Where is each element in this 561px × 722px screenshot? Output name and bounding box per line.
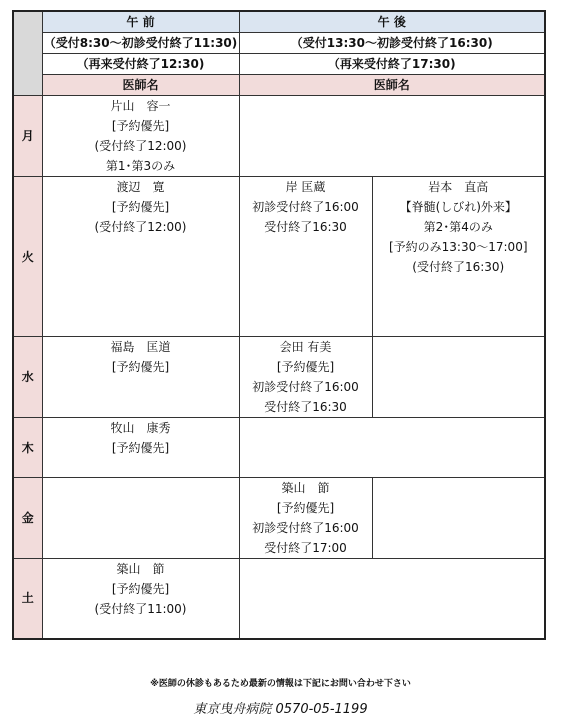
am-reception-hours: （受付8:30～初診受付終了11:30) [42, 33, 239, 54]
tuesday-pm1-cell [239, 177, 372, 337]
pm-doctor-label: 医師名 [239, 75, 545, 96]
day-wednesday: 水 [13, 337, 42, 418]
reservation-note: [予約優先] [111, 360, 170, 374]
tuesday-am-cell [42, 177, 239, 337]
reservation-note: [予約優先] [276, 360, 335, 374]
hospital-contact: 東京曳舟病院 0570-05-1199 [193, 702, 368, 717]
doctor-name: 岸 匡蔵 [285, 180, 326, 194]
week-note: 第1･第3のみ [105, 159, 176, 173]
doctor-name: 築山 節 [116, 562, 165, 576]
reception-end: (受付終了16:30) [412, 260, 505, 274]
reception-end: (受付終了11:00) [94, 602, 187, 616]
monday-am-cell [42, 96, 239, 177]
day-saturday: 土 [13, 559, 42, 639]
wednesday-am-cell [42, 337, 239, 418]
pm-reception-hours: （受付13:30～初診受付終了16:30) [239, 33, 545, 54]
thursday-am-cell [42, 418, 239, 478]
corner-cell [13, 11, 42, 96]
friday-pm1-cell [239, 478, 372, 559]
friday-am-cell [42, 478, 239, 559]
schedule-table [12, 10, 546, 640]
reception-end: (受付終了12:00) [94, 220, 187, 234]
saturday-pm-cell [239, 559, 545, 639]
doctor-name: 牧山 康秀 [110, 421, 171, 435]
doctor-name: 岩本 直高 [428, 180, 489, 194]
reception-end: 受付終了16:30 [264, 220, 347, 234]
reservation-note: [予約優先] [111, 582, 170, 596]
reservation-only: [予約のみ13:30～17:00] [388, 240, 528, 254]
reception-end: 受付終了17:00 [264, 541, 347, 555]
reservation-note: [予約優先] [111, 441, 170, 455]
reservation-note: [予約優先] [276, 501, 335, 515]
monday-pm-cell [239, 96, 545, 177]
reservation-note: [予約優先] [111, 200, 170, 214]
footer-note: ※医師の休診もあるため最新の情報は下記にお問い合わせ下さい [150, 679, 411, 689]
reception-end: 受付終了16:30 [264, 400, 347, 414]
day-monday: 月 [13, 96, 42, 177]
reception-end: (受付終了12:00) [94, 139, 187, 153]
day-tuesday: 火 [13, 177, 42, 337]
doctor-name: 築山 節 [281, 481, 330, 495]
pm-return-hours: （再来受付終了17:30) [239, 54, 545, 75]
first-visit-end: 初診受付終了16:00 [252, 200, 359, 214]
first-visit-end: 初診受付終了16:00 [252, 380, 359, 394]
reservation-note: [予約優先] [111, 119, 170, 133]
doctor-name: 会田 有美 [279, 340, 332, 354]
doctor-name: 片山 容一 [110, 99, 171, 113]
saturday-am-cell [42, 559, 239, 639]
day-friday: 金 [13, 478, 42, 559]
day-thursday: 木 [13, 418, 42, 478]
pm-header: 午 後 [239, 11, 545, 33]
wednesday-pm1-cell [239, 337, 372, 418]
tuesday-pm2-cell [372, 177, 545, 337]
am-header: 午 前 [42, 11, 239, 33]
am-return-hours: （再来受付終了12:30) [42, 54, 239, 75]
friday-pm2-cell [372, 478, 545, 559]
doctor-name: 福島 匡道 [110, 340, 171, 354]
first-visit-end: 初診受付終了16:00 [252, 521, 359, 535]
wednesday-pm2-cell [372, 337, 545, 418]
am-doctor-label: 医師名 [42, 75, 239, 96]
week-note: 第2･第4のみ [423, 220, 493, 234]
thursday-pm-cell [239, 418, 545, 478]
doctor-name: 渡辺 寛 [116, 180, 165, 194]
specialty-clinic: 【脊髄(しびれ)外来】 [399, 200, 517, 214]
